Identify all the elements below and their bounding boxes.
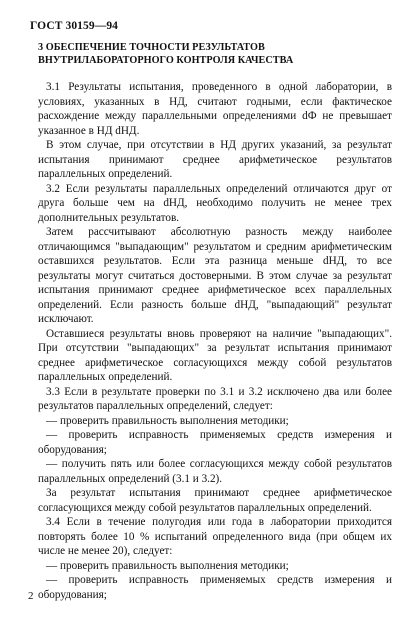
page-number: 2 [28, 590, 34, 602]
list-item: — проверить правильность выполнения методики; [46, 559, 289, 572]
paragraph-3-2-cont: Затем рассчитывают абсолютную разность между наиболее отличающимся "выпадающим" результатом и средним арифметическим оставшихся результатов. Если эта разница меньше dНД, то все результаты могут считаться достоверными. В этом случае за результат испытания принимают среднее арифметическое всех параллельных определений. Если разность больше dНД, "выпадающий" результат исключают. [38, 226, 392, 325]
standard-header: ГОСТ 30159—94 [30, 20, 119, 32]
body-text [38, 80, 392, 602]
list-item: — проверить исправность применяемых средств измерения и оборудования; [38, 574, 392, 601]
list-item: — проверить правильность выполнения методики; [46, 414, 289, 427]
list-item: — получить пять или более согласующихся между собой результатов параллельных определений (3.1 и 3.2). [38, 458, 392, 485]
paragraph-3-2: 3.2 Если результаты параллельных определений отличаются друг от друга больше чем на dНД, необходимо получить не менее трех дополнительных результатов. [38, 182, 392, 224]
paragraph-3-1-cont: В этом случае, при отсутствии в НД других указаний, за результат испытания принимают среднее арифметическое результатов параллельных определений. [38, 139, 392, 180]
paragraph-3-3: 3.3 Если в результате проверки по 3.1 и 3.2 исключено два или более результатов параллельных определений, следует: [38, 385, 392, 412]
paragraph-3-3-cont: За результат испытания принимают среднее арифметическое согласующихся между собой результатов параллельных определений. [38, 487, 392, 514]
paragraph-3-1: 3.1 Результаты испытания, проведенного в одной лаборатории, в условиях, указанных в НД, считают годными, если фактическое расхождение между параллельными определениями dФ не превышает указанное в НД dНД. [38, 81, 392, 137]
paragraph-3-2-cont2: Оставшиеся результаты вновь проверяют на наличие "выпадающих". При отсутствии "выпадающих" за результат испытания принимают среднее арифметическое согласующихся между собой результатов параллельных определений. [38, 327, 392, 383]
section-title: 3 ОБЕСПЕЧЕНИЕ ТОЧНОСТИ РЕЗУЛЬТАТОВ ВНУТРИЛАБОРАТОРНОГО КОНТРОЛЯ КАЧЕСТВА [38, 42, 294, 66]
list-item: — проверить исправность применяемых средств измерения и оборудования; [38, 429, 392, 456]
paragraph-3-4: 3.4 Если в течение полугодия или года в лаборатории приходится повторять более 10 % испытаний определенного вида (при общем их числе не менее 20), следует: [38, 516, 392, 557]
